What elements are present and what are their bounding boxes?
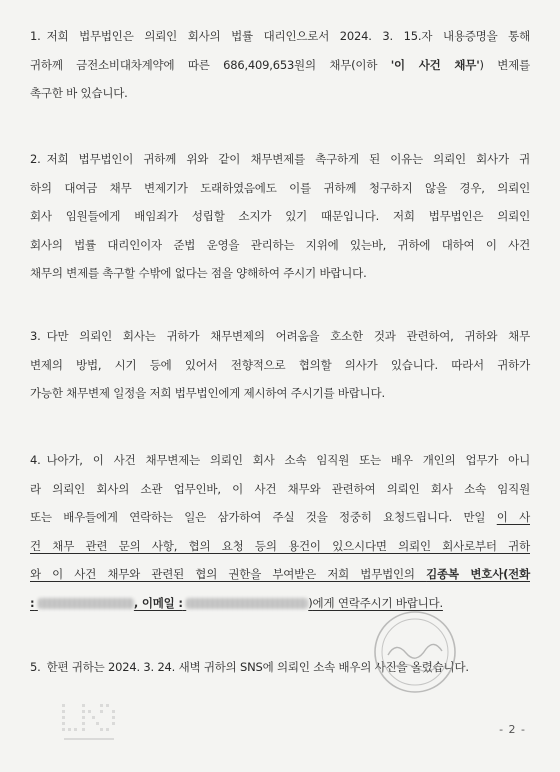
paragraph-line: 촉구한 바 있습니다.	[30, 86, 128, 100]
phone-label: :	[30, 595, 35, 610]
paragraph-4	[30, 446, 530, 617]
seal-stamp	[368, 605, 462, 699]
underlined-text: 이 사	[496, 510, 530, 524]
lawyer-contact: 김종복 변호사(전화	[426, 567, 530, 581]
paragraph-line: 라 의뢰인 회사의 소관 업무인바, 이 사건 채무와 관련하여 의뢰인 회사 소속 임직원	[30, 481, 530, 496]
paragraph-line: 채무의 변제를 촉구할 수밖에 없다는 점을 양해하여 주시기 바랍니다.	[30, 266, 367, 280]
paragraph-line: 나아가, 이 사건 채무변제는 의뢰인 회사 소속 임직원 또는 배우 개인의 업무가 아니	[46, 453, 530, 467]
paragraph-1	[30, 22, 530, 108]
paragraph-line-underlined: 와 이 사건 채무와 관련된 협의 권한을 부여받은 저희 법무법인의	[30, 567, 427, 581]
paren-close: )	[308, 595, 313, 610]
paragraph-2	[30, 145, 530, 288]
paragraph-line-underlined: 건 채무 관련 문의 사항, 협의 요청 등의 용건이 있으시다면 의뢰인 회사로부터 귀하	[30, 538, 530, 553]
paragraph-line: 한편 귀하는 2024. 3. 24. 새벽 귀하의 SNS에 의뢰인 소속 배우의 사진을 올렸습니다.	[46, 660, 469, 674]
paragraph-line: 저희 법무법인이 귀하께 위와 같이 채무변제를 촉구하게 된 이유는 의뢰인 회사가 귀	[46, 152, 530, 166]
redacted-phone	[38, 598, 134, 609]
paragraph-number: 5.	[30, 660, 41, 674]
redacted-email	[186, 598, 308, 609]
paragraph-line: 회사 임원들에게 배임죄가 성립할 소지가 있기 때문입니다. 저희 법무법인은 의뢰인	[30, 209, 530, 223]
paragraph-line: 다만 의뢰인 회사는 귀하가 채무변제의 어려움을 호소한 것과 관련하여, 귀하와 채무	[46, 329, 530, 343]
paragraph-line: 변제의 방법, 시기 등에 있어서 전향적으로 협의할 의사가 있습니다. 따라서 귀하가	[30, 357, 530, 372]
page-number: - 2 -	[499, 723, 526, 736]
paragraph-3	[30, 322, 530, 408]
paragraph-number: 1.	[30, 29, 41, 43]
paragraph-line-tail: ) 변제를	[479, 57, 531, 72]
paragraph-number: 2.	[30, 152, 41, 166]
email-label: , 이메일 :	[133, 595, 183, 610]
paragraph-number: 4.	[30, 453, 41, 467]
paragraph-line: 회사의 법률 대리인이자 준법 운영을 관리하는 지위에 있는바, 귀하에 대하여 이 사건	[30, 237, 530, 252]
paragraph-line: 귀하께 금전소비대차계약에 따른 686,409,653원의 채무(이하	[30, 57, 391, 72]
paragraph-line: 저희 법무법인은 의뢰인 회사의 법률 대리인으로서 2024. 3. 15.자 내용증명을 통해	[46, 29, 530, 43]
paragraph-line: 에게 연락주시기 바랍니다.	[312, 595, 443, 610]
logo-watermark-icon	[60, 700, 120, 746]
paragraph-line: 하의 대여금 채무 변제기가 도래하였음에도 이를 귀하께 청구하지 않을 경우, 의뢰인	[30, 180, 530, 195]
defined-term: '이 사건 채무'	[390, 57, 480, 72]
paragraph-number: 3.	[30, 329, 41, 343]
paragraph-line: 또는 배우들에게 연락하는 일은 삼가하여 주실 것을 정중히 요청드립니다. 만일	[30, 510, 497, 524]
paragraph-line: 가능한 채무변제 일정을 저희 법무법인에게 제시하여 주시기를 바랍니다.	[30, 386, 385, 400]
